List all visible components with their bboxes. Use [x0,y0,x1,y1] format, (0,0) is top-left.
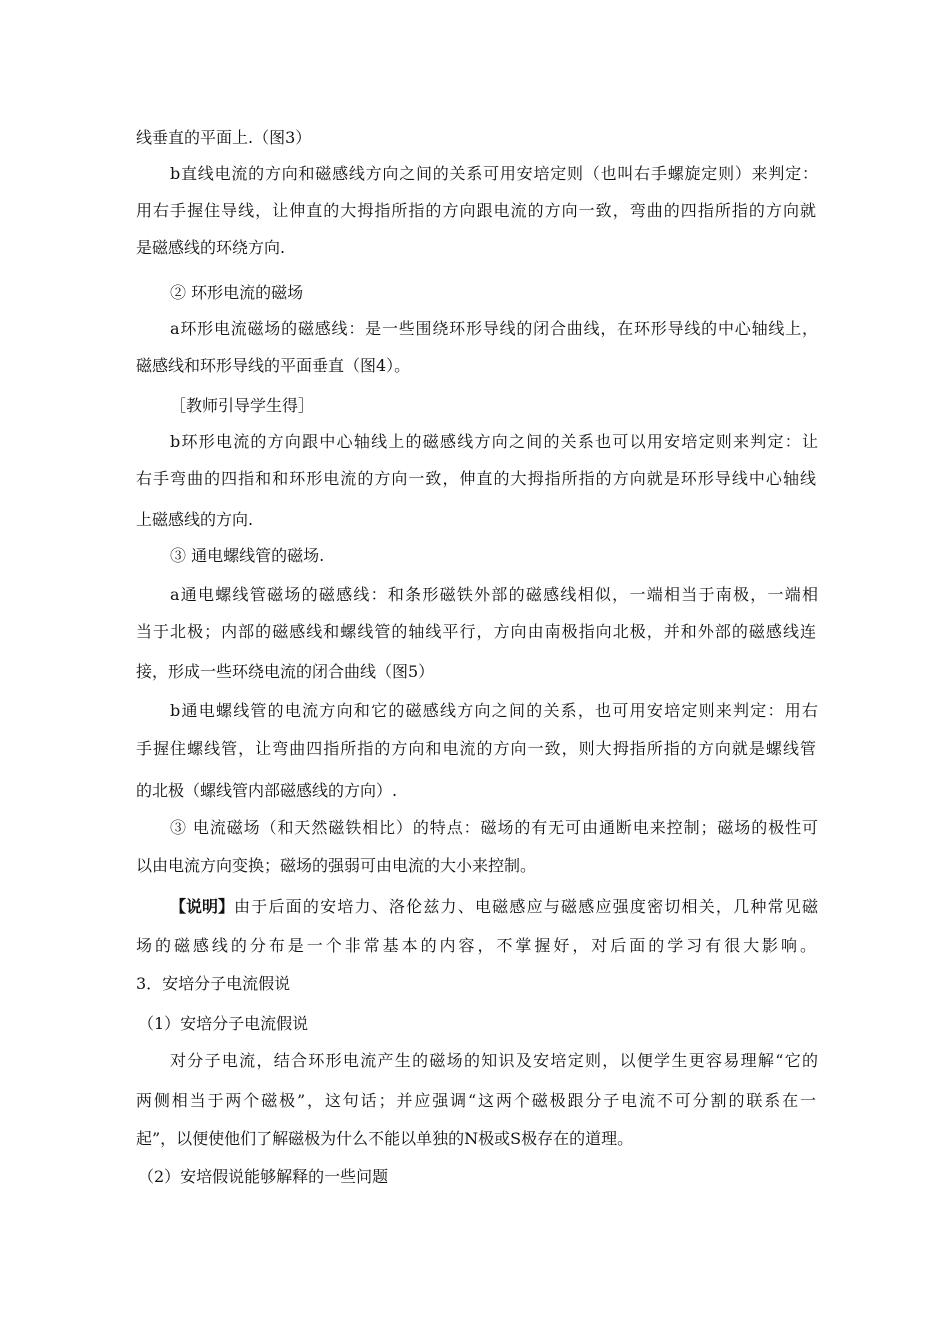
section-heading: 3．安培分子电流假说 [136,974,291,993]
text-line: 接，形成一些环绕电流的闭合曲线（图5） [136,662,435,681]
text-line: 两侧相当于两个磁极”，这句话；并应强调“这两个磁极跟分子电流不可分割的联系在一 [136,1091,816,1110]
text-line: 是磁感线的环绕方向. [136,238,286,257]
subsection-heading: （2）安培假说能够解释的一些问题 [138,1167,389,1186]
text-line: b直线电流的方向和磁感线方向之间的关系可用安培定则（也叫右手螺旋定则）来判定： [170,164,818,183]
text-line: 的北极（螺线管内部磁感线的方向）. [136,781,398,800]
text-line: 用右手握住导线，让伸直的大拇指所指的方向跟电流的方向一致，弯曲的四指所指的方向就 [136,201,816,220]
text-line: 起”，以便使他们了解磁极为什么不能以单独的N极或S极存在的道理。 [136,1129,634,1148]
text-line: 以由电流方向变换；磁场的强弱可由电流的大小来控制。 [136,856,537,875]
text-line: a通电螺线管磁场的磁感线：和条形磁铁外部的磁感线相似，一端相当于南极，一端相 [170,585,818,604]
note-paragraph [170,896,818,918]
note-label: 【说明】 [170,897,235,916]
text-line: ③ 电流磁场（和天然磁铁相比）的特点：磁场的有无可由通断电来控制；磁场的极性可 [170,818,818,837]
text-line: 线垂直的平面上.（图3） [136,128,312,147]
teacher-note: ［教师引导学生得］ [170,396,315,415]
text-line: 右手弯曲的四指和和环形电流的方向一致，伸直的大拇指所指的方向就是环形导线中心轴线 [136,469,816,488]
text-line: 手握住螺线管，让弯曲四指所指的方向和电流的方向一致，则大拇指所指的方向就是螺线管 [136,739,816,758]
note-text: 由于后面的安培力、洛伦兹力、电磁感应与磁感应强度密切相关，几种常见磁 [234,897,818,916]
text-line: b通电螺线管的电流方向和它的磁感线方向之间的关系，也可用安培定则来判定：用右 [170,701,818,720]
section-heading: ② 环形电流的磁场 [170,283,304,302]
text-line: 上磁感线的方向. [136,510,254,529]
text-line: 磁感线和环形导线的平面垂直（图4）。 [136,356,411,375]
text-line: 当于北极；内部的磁感线和螺线管的轴线平行，方向由南极指向北极，并和外部的磁感线连 [136,622,816,641]
text-line: 对分子电流，结合环形电流产生的磁场的知识及安培定则，以便学生更容易理解“它的 [170,1051,818,1070]
section-heading: ③ 通电螺线管的磁场. [170,546,325,565]
text-line: a环形电流磁场的磁感线：是一些围绕环形导线的闭合曲线，在环形导线的中心轴线上， [170,319,818,338]
subsection-heading: （1）安培分子电流假说 [138,1014,309,1033]
text-line: b环形电流的方向跟中心轴线上的磁感线方向之间的关系也可以用安培定则来判定：让 [170,432,818,451]
text-line: 场的磁感线的分布是一个非常基本的内容，不掌握好，对后面的学习有很大影响。 [136,936,816,955]
